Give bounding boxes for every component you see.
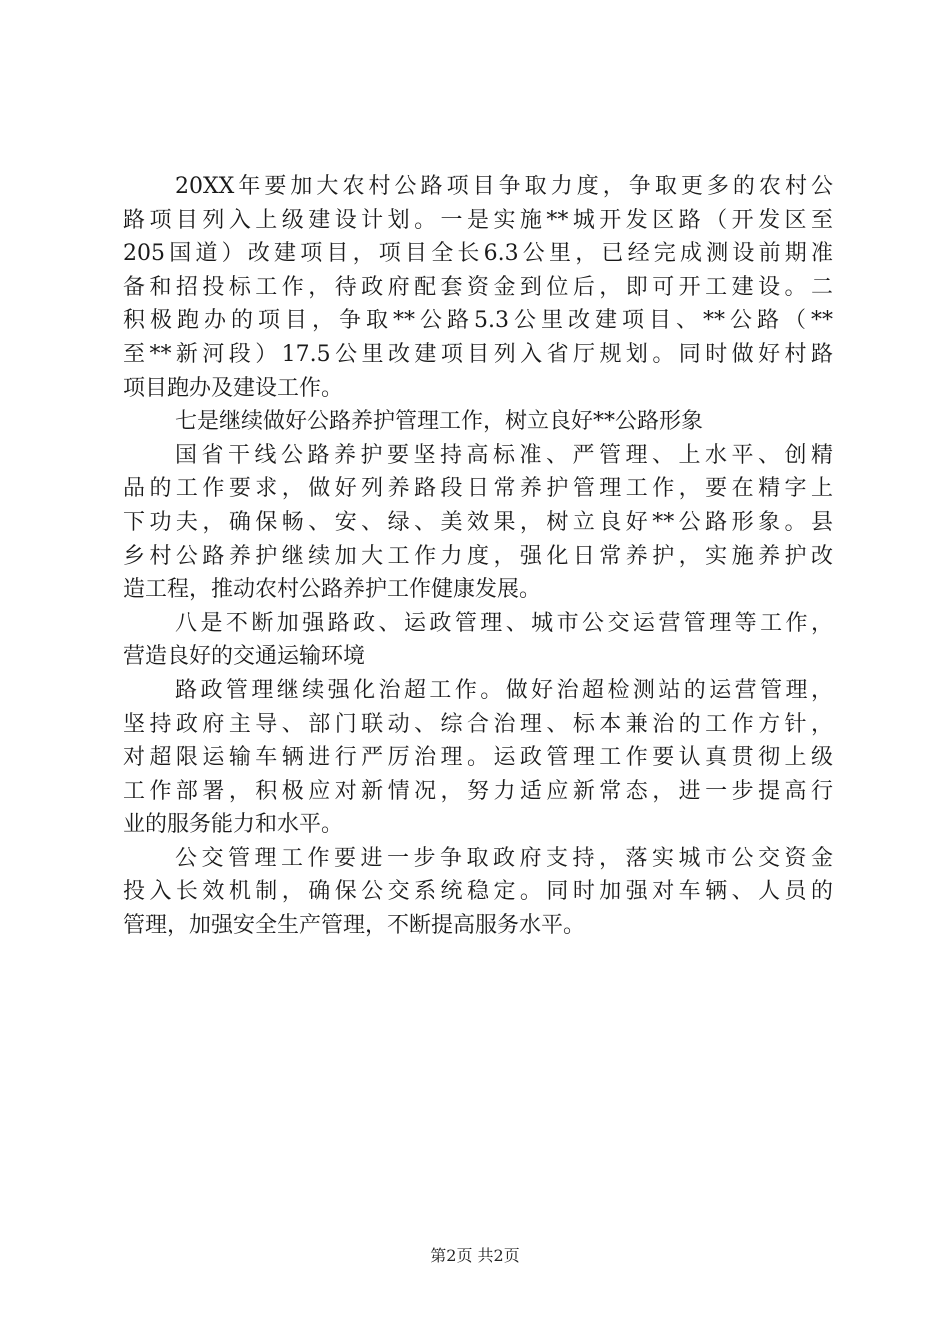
page-number-footer: 第2页 共2页 xyxy=(430,1246,520,1265)
paragraph-public-transit xyxy=(123,842,833,943)
text-line: 工作部署，积极应对新情况，努力适应新常态，进一步提高行 xyxy=(123,778,833,804)
text-line: 造工程，推动农村公路养护工作健康发展。 xyxy=(123,577,542,603)
text-line: 八是不断加强路政、运政管理、城市公交运营管理等工作， xyxy=(175,610,833,636)
paragraph-road-maintenance xyxy=(123,439,833,607)
text-line: 国省干线公路养护要坚持高标准、严管理、上水平、创精 xyxy=(175,442,833,468)
text-line: 业的服务能力和水平。 xyxy=(123,812,344,838)
text-line: 路政管理继续强化治超工作。做好治超检测站的运营管理， xyxy=(175,677,833,703)
text-line: 投入长效机制，确保公交系统稳定。同时加强对车辆、人员的 xyxy=(123,879,833,905)
text-line: 公交管理工作要进一步争取政府支持，落实城市公交资金 xyxy=(175,845,833,871)
text-line: 坚持政府主导、部门联动、综合治理、标本兼治的工作方针， xyxy=(123,711,833,737)
text-line: 下功夫，确保畅、安、绿、美效果，树立良好**公路形象。县 xyxy=(123,509,833,535)
text-line: 管理，加强安全生产管理，不断提高服务水平。 xyxy=(123,913,586,939)
text-line: 至**新河段）17.5公里改建项目列入省厅规划。同时做好村路 xyxy=(123,341,833,367)
text-line: 积极跑办的项目，争取**公路5.3公里改建项目、**公路（** xyxy=(123,308,833,334)
text-line: 营造良好的交通运输环境 xyxy=(123,644,366,670)
text-line: 备和招投标工作，待政府配套资金到位后，即可开工建设。二 xyxy=(123,274,833,300)
text-line: 205国道）改建项目，项目全长6.3公里，已经完成测设前期准 xyxy=(123,241,833,267)
paragraph-road-administration xyxy=(123,674,833,842)
text-line: 项目跑办及建设工作。 xyxy=(123,375,344,401)
document-body xyxy=(123,170,833,943)
text-line: 乡村公路养护继续加大工作力度，强化日常养护，实施养护改 xyxy=(123,543,833,569)
section-heading-transport-management xyxy=(123,607,833,674)
text-line: 对超限运输车辆进行严厉治理。运政管理工作要认真贯彻上级 xyxy=(123,745,833,771)
paragraph-rural-road-projects xyxy=(123,170,833,405)
text-line: 品的工作要求，做好列养路段日常养护管理工作，要在精字上 xyxy=(123,476,833,502)
section-heading-road-maintenance xyxy=(123,405,833,439)
text-line: 20XX年要加大农村公路项目争取力度，争取更多的农村公 xyxy=(175,174,833,199)
text-line: 七是继续做好公路养护管理工作，树立良好**公路形象 xyxy=(175,409,704,435)
text-line: 路项目列入上级建设计划。一是实施**城开发区路（开发区至 xyxy=(123,207,833,233)
